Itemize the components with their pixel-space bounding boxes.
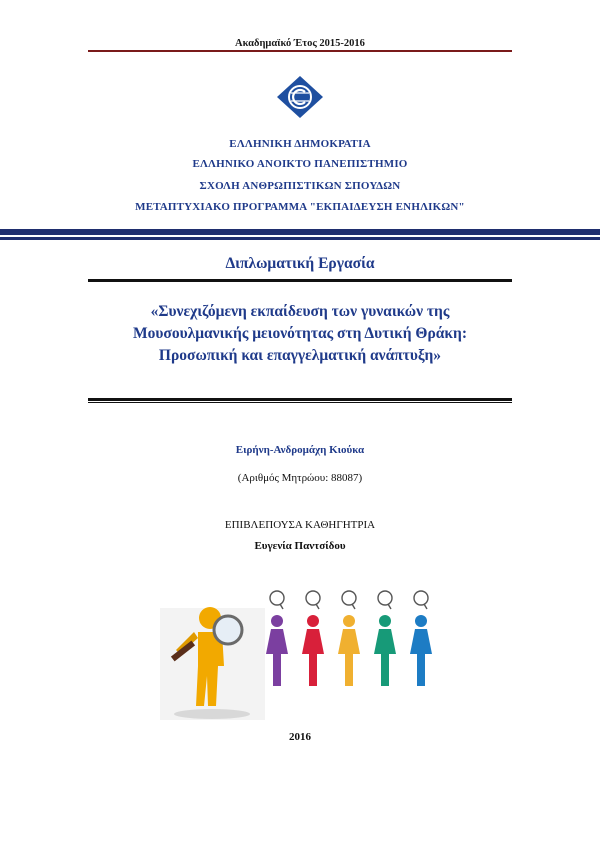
supervisor-name: Ευγενία Παντσίδου [254,540,346,552]
woman-figure-icon [374,591,396,686]
magnifier-figure-icon [160,607,265,720]
registration-number: (Αριθμός Μητρώου: 88087) [237,472,363,484]
top-divider [88,50,512,52]
woman-figure-icon [302,591,324,686]
document-type: Διπλωματική Εργασία [225,255,375,272]
institution-line-3: ΣΧΟΛΗ ΑΝΘΡΩΠΙΣΤΙΚΩΝ ΣΠΟΥΔΩΝ [199,180,401,192]
header-band [0,229,600,235]
institution-line-1: ΕΛΛΗΝΙΚΗ ΔΗΜΟΚΡΑΤΙΑ [229,138,371,150]
author-name: Ειρήνη-Ανδρομάχη Κιούκα [235,444,365,456]
title-bottom-divider [88,398,512,401]
title-bottom-divider-thin [88,402,512,403]
header-band-thin [0,237,600,240]
cover-illustration [160,588,440,723]
title-line-1: «Συνεχιζόμενη εκπαίδευση των γυναικών της [150,303,450,320]
title-line-3: Προσωπική και επαγγελματική ανάπτυξη» [158,347,442,364]
thesis-title [60,301,540,367]
university-logo-icon [276,75,324,119]
academic-year: Ακαδημαϊκό Έτος 2015-2016 [235,38,365,49]
title-line-2: Μουσουλμανικής μειονότητας στη Δυτική Θράκη: [132,325,467,342]
woman-figure-icon [338,591,360,686]
institution-line-4: ΜΕΤΑΠΤΥΧΙΑΚΟ ΠΡΟΓΡΑΜΜΑ "ΕΚΠΑΙΔΕΥΣΗ ΕΝΗΛΙΚΩΝ" [135,201,465,213]
title-top-divider [88,279,512,282]
publication-year: 2016 [289,731,311,743]
institution-line-2: ΕΛΛΗΝΙΚΟ ΑΝΟΙΚΤΟ ΠΑΝΕΠΙΣΤΗΜΙΟ [192,158,408,170]
woman-figure-icon [410,591,432,686]
supervisor-label: ΕΠΙΒΛΕΠΟΥΣΑ ΚΑΘΗΓΗΤΡΙΑ [224,519,376,531]
women-figures [266,591,432,686]
woman-figure-icon [266,591,288,686]
